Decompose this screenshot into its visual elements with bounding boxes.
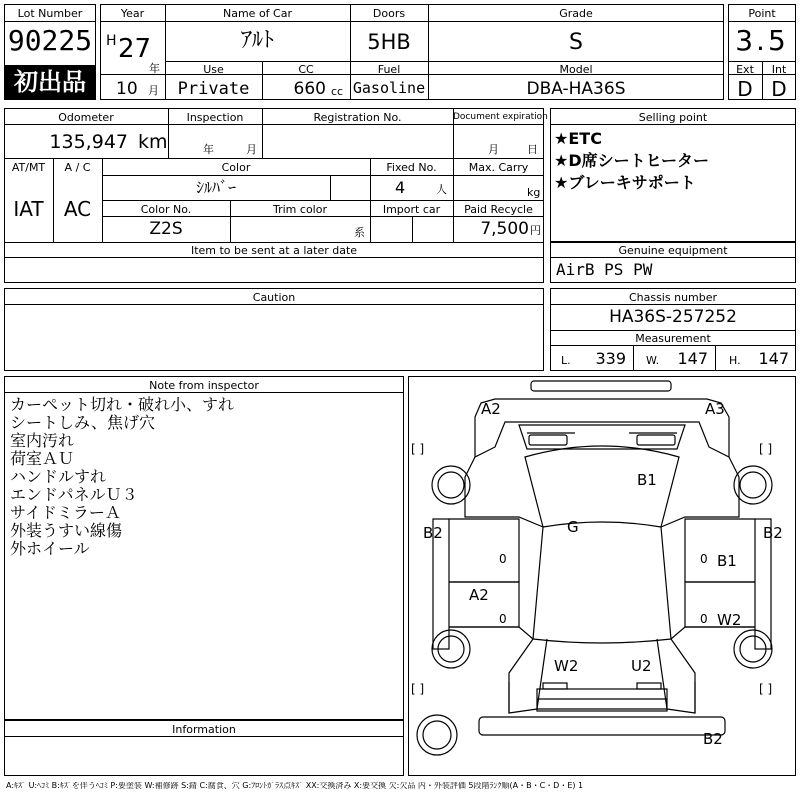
- use-label: Use: [203, 63, 224, 76]
- mark-a3-top-right: A3: [705, 400, 725, 418]
- selling-point-label: Selling point: [638, 111, 708, 124]
- color-label: Color: [221, 161, 251, 174]
- mark-b2-left: B2: [423, 524, 443, 542]
- year-unit: 年: [149, 62, 160, 75]
- genuine-equipment-label: Genuine equipment: [618, 244, 728, 257]
- lot-number: 90225: [7, 24, 93, 57]
- mark-b2-right: B2: [763, 524, 783, 542]
- ac-value: AC: [63, 197, 92, 221]
- note-line: 外ホイール: [10, 539, 90, 558]
- grade-label: Grade: [559, 7, 593, 20]
- width-label: W.: [646, 354, 660, 367]
- trim-unit: 系: [354, 226, 365, 239]
- odometer-label: Odometer: [58, 111, 114, 124]
- inspector-note-lines: [10, 396, 400, 558]
- genuine-equipment-value: AirB PS PW: [556, 260, 653, 279]
- car-damage-diagram: [408, 376, 796, 776]
- model-value: DBA-HA36S: [526, 79, 626, 99]
- cc-value: 660: [293, 79, 326, 99]
- chassis-value: HA36S-257252: [609, 307, 737, 327]
- length-value: 339: [595, 349, 626, 368]
- ext-value: D: [737, 77, 753, 101]
- odometer-unit: km: [138, 131, 168, 153]
- note-line: 室内汚れ: [10, 431, 75, 450]
- note-line: シートしみ、焦げ穴: [10, 413, 155, 432]
- import-car-label: Import car: [382, 203, 441, 216]
- information-label: Information: [172, 723, 236, 736]
- note-line: カーペット切れ・破れ小、すれ: [10, 395, 235, 414]
- height-value: 147: [758, 349, 789, 368]
- doors-label: Doors: [372, 7, 406, 20]
- trim-color-label: Trim color: [273, 203, 327, 216]
- selling-point-1: ★ETC: [554, 129, 602, 148]
- year-label: Year: [120, 7, 145, 20]
- mark-a2-top-left: A2: [481, 400, 501, 418]
- model-label: Model: [559, 63, 593, 76]
- fixed-no-label: Fixed No.: [386, 161, 437, 174]
- lot-number-label: Lot Number: [17, 7, 83, 20]
- fuel-value: Gasoline: [352, 79, 426, 97]
- paid-recycle-unit: 円: [530, 224, 541, 237]
- color-no-label: Color No.: [140, 203, 192, 216]
- doors-value: 5HB: [367, 30, 411, 54]
- height-label: H.: [729, 354, 741, 367]
- mark-b1-roof: B1: [637, 471, 657, 489]
- inspector-note-label: Note from inspector: [149, 379, 259, 392]
- name-label: Name of Car: [223, 7, 292, 20]
- mark-zero-right-front: 0: [700, 552, 708, 566]
- selling-point-2: ★D席シートヒーター: [554, 151, 709, 170]
- note-line: ハンドルすれ: [10, 467, 107, 486]
- int-label: Int: [771, 63, 787, 76]
- car-outline-icon: [409, 377, 795, 775]
- ac-label: A / C: [64, 161, 91, 174]
- inspection-year-unit: 年: [203, 143, 214, 156]
- later-date-label: Item to be sent at a later date: [190, 244, 358, 257]
- note-line: 外装うすい線傷: [10, 521, 123, 540]
- note-line: サイドミラーＡ: [10, 503, 121, 522]
- cc-label: CC: [298, 63, 314, 76]
- max-carry-label: Max. Carry: [468, 161, 529, 174]
- bracket-left-front: [ ]: [411, 442, 425, 456]
- length-label: L.: [561, 354, 571, 367]
- mark-g-windshield: G: [567, 518, 579, 536]
- color-value: ｼﾙﾊﾞｰ: [195, 178, 236, 197]
- damage-legend: A:ｷｽﾞ U:ﾍｺﾐ B:ｷｽﾞを伴うﾍｺﾐ P:要塗装 W:補修跡 S:錆 C:腐食、穴 G:ﾌﾛﾝﾄｶﾞﾗｽ点ｷｽﾞ XX:交換済み X:要交換 欠:欠品 内・外装評価 5段階ﾗﾝｸ順(A・B・C・D・E) 1: [6, 782, 584, 790]
- paid-recycle-value: 7,500: [480, 219, 529, 239]
- width-value: 147: [677, 349, 708, 368]
- odometer-value: 135,947: [49, 131, 128, 153]
- fuel-label: Fuel: [377, 63, 401, 76]
- first-listing-badge: 初出品: [5, 65, 95, 99]
- car-name: ｱﾙﾄ: [240, 28, 274, 53]
- point-value: 3.5: [735, 24, 789, 57]
- doc-day-unit: 日: [527, 143, 538, 156]
- atmt-label: AT/MT: [11, 161, 46, 174]
- mark-b2-bottom: B2: [703, 730, 723, 748]
- registration-label: Registration No.: [313, 111, 402, 124]
- inspection-month-unit: 月: [246, 143, 257, 156]
- month-value: 10: [116, 79, 138, 99]
- mark-w2-right-rear: W2: [717, 611, 742, 629]
- mark-u2-rear-right: U2: [631, 657, 652, 675]
- bracket-left-rear: [ ]: [411, 682, 425, 696]
- cc-unit: cc: [331, 85, 344, 98]
- mark-zero-left-front: 0: [499, 552, 507, 566]
- inspection-label: Inspection: [186, 111, 244, 124]
- note-line: エンドパネルＵ３: [10, 485, 138, 504]
- fixed-no-value: 4: [395, 178, 406, 197]
- mark-zero-left-rear: 0: [499, 612, 507, 626]
- grade-value: S: [569, 30, 583, 55]
- mark-a2-left-rear: A2: [469, 586, 489, 604]
- mark-w2-rear-left: W2: [554, 657, 579, 675]
- measurement-label: Measurement: [635, 332, 711, 345]
- paid-recycle-label: Paid Recycle: [464, 203, 533, 216]
- note-line: 荷室ＡＵ: [10, 449, 75, 468]
- bracket-right-rear: [ ]: [759, 682, 773, 696]
- atmt-value: IAT: [13, 197, 44, 221]
- use-value: Private: [177, 79, 250, 99]
- fixed-no-unit: 人: [436, 183, 447, 196]
- doc-expiration-label: Document expiration: [453, 112, 548, 122]
- era-prefix: H: [106, 33, 117, 49]
- doc-month-unit: 月: [488, 143, 499, 156]
- int-value: D: [771, 77, 787, 101]
- ext-label: Ext: [736, 63, 754, 76]
- mark-zero-right-rear: 0: [700, 612, 708, 626]
- caution-label: Caution: [252, 291, 296, 304]
- mark-b1-right-door: B1: [717, 552, 737, 570]
- month-unit: 月: [148, 84, 159, 97]
- selling-point-3: ★ブレーキサポート: [554, 173, 696, 192]
- color-no-value: Z2S: [149, 219, 183, 239]
- year-value: 27: [118, 34, 152, 64]
- chassis-label: Chassis number: [628, 291, 718, 304]
- max-carry-unit: kg: [527, 186, 541, 199]
- point-label: Point: [748, 7, 776, 20]
- bracket-right-front: [ ]: [759, 442, 773, 456]
